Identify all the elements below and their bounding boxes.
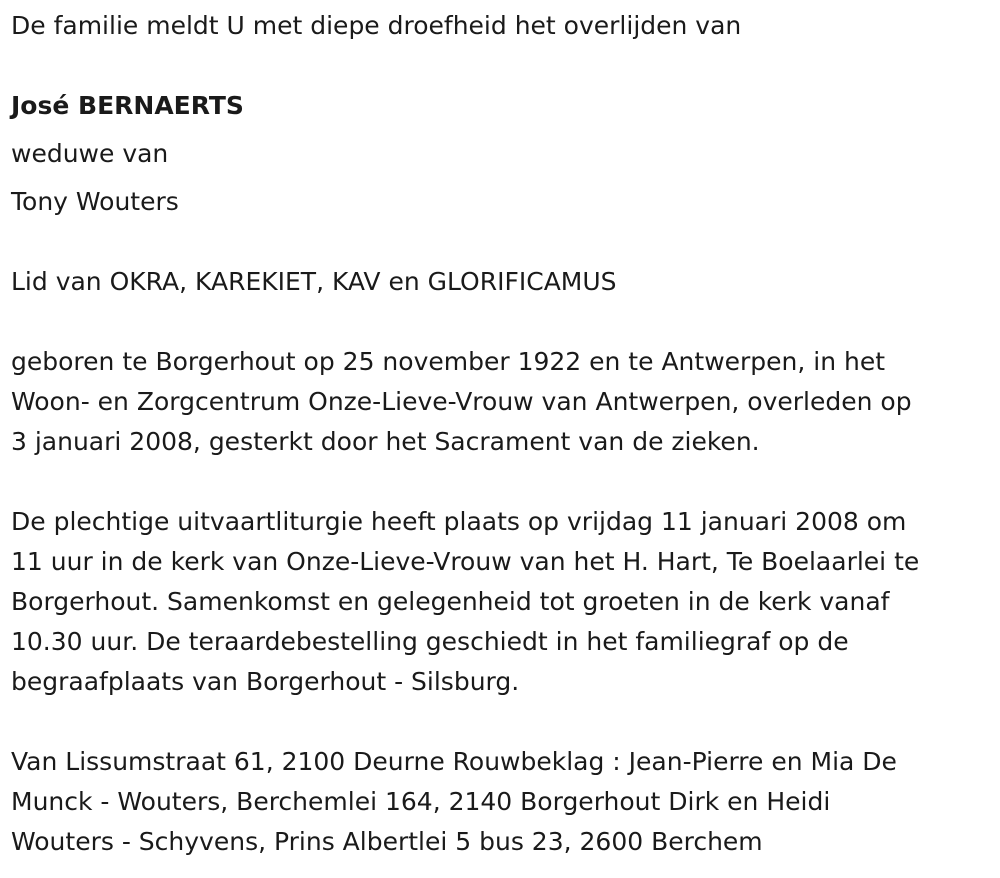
deceased-name: José BERNAERTS — [11, 91, 244, 120]
spacer — [11, 46, 991, 86]
paragraph-line: geboren te Borgerhout op 25 november 1922 en te Antwerpen, in het — [11, 347, 886, 376]
paragraph-line: Van Lissumstraat 61, 2100 Deurne Rouwbeklag : Jean-Pierre en Mia De — [11, 747, 897, 776]
paragraph-line: begraafplaats van Borgerhout - Silsburg. — [11, 667, 520, 696]
paragraph-line: Borgerhout. Samenkomst en gelegenheid tot groeten in de kerk vanaf — [11, 587, 890, 616]
paragraph-line: 11 uur in de kerk van Onze-Lieve-Vrouw van het H. Hart, Te Boelaarlei te — [11, 547, 920, 576]
spouse-name: Tony Wouters — [11, 187, 179, 216]
widow-of-label: weduwe van — [11, 139, 169, 168]
paragraph-line: Woon- en Zorgcentrum Onze-Lieve-Vrouw van Antwerpen, overleden op — [11, 387, 912, 416]
spacer — [11, 174, 991, 182]
membership-text: Lid van OKRA, KAREKIET, KAV en GLORIFICAMUS — [11, 267, 617, 296]
intro-text: De familie meldt U met diepe droefheid het overlijden van — [11, 11, 742, 40]
spacer — [11, 302, 991, 342]
death-notice — [11, 6, 991, 862]
address-paragraph — [11, 742, 991, 862]
paragraph-line: Munck - Wouters, Berchemlei 164, 2140 Borgerhout Dirk en Heidi — [11, 787, 831, 816]
paragraph-line: De plechtige uitvaartliturgie heeft plaats op vrijdag 11 januari 2008 om — [11, 507, 907, 536]
paragraph-line: 10.30 uur. De teraardebestelling geschiedt in het familiegraf op de — [11, 627, 849, 656]
paragraph-line: 3 januari 2008, gesterkt door het Sacrament van de zieken. — [11, 427, 760, 456]
paragraph-line: Wouters - Schyvens, Prins Albertlei 5 bus 23, 2600 Berchem — [11, 827, 763, 856]
spacer — [11, 126, 991, 134]
funeral-paragraph — [11, 502, 991, 702]
spacer — [11, 702, 991, 742]
spacer — [11, 462, 991, 502]
birth-death-paragraph — [11, 342, 991, 462]
spacer — [11, 222, 991, 262]
